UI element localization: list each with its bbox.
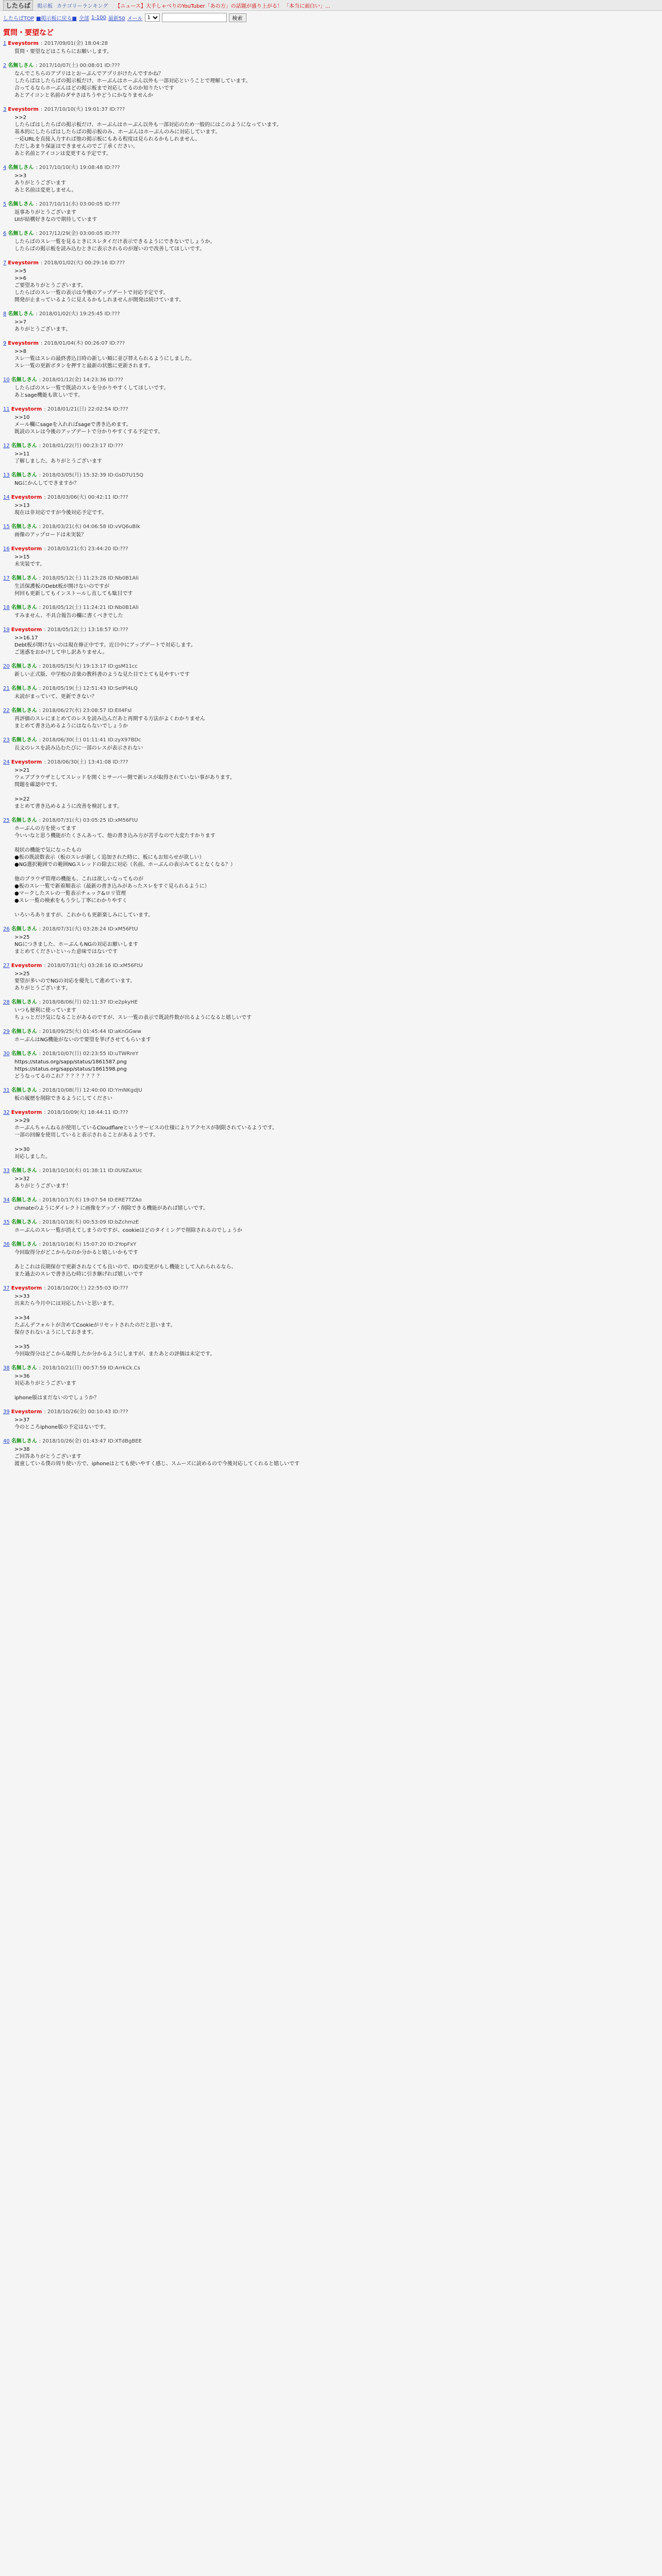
site-logo[interactable]: したらば	[3, 0, 33, 11]
post-body: 今回取得分がどこからなのか分かると嬉しいかもです あとこれは長期保存で更新されなくても良いので、IDの変更がもし機能として入れられるなら、 また過去のスレで書き込む時に引き継げれば嬉しいです	[14, 1250, 237, 1277]
post-meta: : 2018/05/12(土) 11:23:28 ID:Nb0B1Ali	[39, 575, 139, 581]
post-header	[3, 925, 659, 933]
post	[3, 1364, 659, 1402]
post-number-link[interactable]: 38	[3, 1365, 10, 1371]
latest-50-link[interactable]: 最新50	[108, 15, 125, 22]
post-number-link[interactable]: 9	[3, 341, 7, 346]
post-header	[3, 471, 659, 479]
post-meta: : 2017/12/29(金) 03:00:05 ID:???	[36, 231, 120, 236]
post	[3, 471, 659, 487]
post-number-link[interactable]: 10	[3, 377, 10, 383]
post	[3, 164, 659, 194]
post-number-link[interactable]: 20	[3, 664, 10, 669]
post-body: >>3 ありがとうございます あと名前は変更しません。	[14, 173, 77, 193]
post-meta: : 2018/01/22(月) 00:23:17 ID:???	[39, 443, 123, 449]
post-meta: : 2018/09/25(火) 01:45:44 ID:aKnGGww	[39, 1029, 141, 1035]
post	[3, 523, 659, 539]
post-body: >>7 ありがとうございます。	[14, 319, 71, 332]
post-number-link[interactable]: 6	[3, 231, 7, 236]
post	[3, 259, 659, 304]
post-author-name: 名無しさん	[11, 1029, 37, 1035]
post-author-name: 名無しさん	[11, 1219, 37, 1225]
post-number-link[interactable]: 26	[3, 926, 10, 932]
post-author-name: Eveystorm	[11, 406, 42, 412]
post-header	[3, 259, 659, 267]
post-number-link[interactable]: 37	[3, 1285, 10, 1291]
post-body: >>8 スレ一覧はスレの最終書込日時の新しい順に並び替えられるようにしました。 スレ一覧の更新ボタンを押すと最新の状態に更新されます。	[14, 349, 195, 369]
post-number-link[interactable]: 32	[3, 1110, 10, 1115]
post-number-link[interactable]: 17	[3, 575, 10, 581]
board-link[interactable]: 掲示板	[37, 3, 53, 9]
post-meta: : 2018/10/18(木) 15:07:20 ID:2YopFxY	[39, 1242, 137, 1247]
post-author-name: 名無しさん	[11, 377, 37, 383]
post	[3, 663, 659, 679]
news-notice[interactable]: 【ニュース】大手しゃべりのYouTuber「あの方」の話題が盛り上がる！ 「本当に面白い」...	[115, 3, 330, 9]
post-author-name: 名無しさん	[11, 737, 37, 743]
range-1-100-link[interactable]: 1-100	[91, 14, 106, 21]
post-header	[3, 376, 659, 384]
post-meta: : 2018/05/12(土) 11:24:21 ID:Nb0B1Ali	[39, 605, 139, 611]
top-nav-bar	[0, 0, 662, 11]
category-ranking-link[interactable]: カテゴリーランキング	[57, 3, 108, 9]
post-number-link[interactable]: 24	[3, 759, 10, 765]
post-header	[3, 626, 659, 634]
post-author-name: Eveystorm	[11, 1110, 42, 1115]
post-body: したらばのスレ一覧で既読のスレを分かりやすくしてほしいです。 あとsage機能も欲しいです。	[14, 385, 169, 398]
post-body: 新しい正式版、中学校の音楽の教科書のような見た目でとても見やすいです	[14, 672, 190, 677]
post-number-link[interactable]: 31	[3, 1088, 10, 1093]
post-body: >>2 したらばはしたらばの掲示板だけ、ホーぶんはホーぶん以外も一部対応のため一般的にはこのようになっています。 基本的にしたらばはしたらばの掲示板のみ、ホーぶんはホーぶんのみに対応しています。 一応URLを直接入力すれば他の掲示板にもある程度は見られるかもしれません。 ただしあまり保証はできませんのでご了承ください。 あと名前とアイコンは変更する予定です。	[14, 115, 282, 157]
post-meta: : 2018/06/30(土) 01:11:41 ID:zyX97BDc	[39, 737, 141, 743]
post	[3, 200, 659, 224]
post	[3, 1284, 659, 1358]
post-header	[3, 40, 659, 47]
post-number-link[interactable]: 27	[3, 963, 10, 969]
post-body: >>21 ウェブブラウザとしてスレッドを開くとサーバー側で新レスが取得されていない事があります。 問題を確認中です。 >>22 まとめて書き込めるように改善を検討します。	[14, 768, 235, 809]
post-meta: : 2018/03/06(火) 00:42:11 ID:???	[44, 495, 128, 500]
post-meta: : 2018/01/12(金) 14:23:36 ID:???	[39, 377, 123, 383]
post-header	[3, 1408, 659, 1416]
post-number-link[interactable]: 7	[3, 260, 7, 266]
post-header	[3, 1241, 659, 1248]
post-body: >>5 >>6 ご要望ありがとうございます。 したらばのスレ一覧の表示は今後のアップデートで対応予定です。 開発が止まっているように見えるかもしれませんが開発は続けています。	[14, 268, 185, 303]
thread-title: 質問・要望など	[3, 29, 54, 37]
post-meta: : 2018/05/12(土) 13:18:57 ID:???	[44, 627, 128, 633]
post-author-name: 名無しさん	[11, 1168, 37, 1174]
post	[3, 494, 659, 517]
post-body: 長文のレスを読み込むたびに一部のレスが表示されない	[14, 745, 143, 751]
post-author-name: 名無しさん	[11, 1438, 37, 1444]
post	[3, 685, 659, 701]
post-meta: : 2017/10/10(火) 19:01:37 ID:???	[40, 107, 125, 112]
post-body: したらばのスレ一覧を見るときにスレタイだけ表示できるようにできないでしょうか。 したらばの掲示板を読み込むときに表示されるのが遅いので改善してほしいです。	[14, 239, 216, 252]
post-author-name: 名無しさん	[11, 708, 37, 714]
shitaraba-top-link[interactable]: したらばTOP	[3, 15, 35, 22]
post-number-link[interactable]: 8	[3, 311, 7, 317]
post-header	[3, 736, 659, 744]
post-number-link[interactable]: 18	[3, 605, 10, 611]
post-meta: : 2018/01/02(火) 19:25:45 ID:???	[36, 311, 120, 317]
post-body: いつも便利に使っています ちょっとだけ気になることがあるのですが、スレ一覧の表示で既読件数が出るようになると嬉しいです	[14, 1008, 252, 1021]
post	[3, 340, 659, 370]
post-number-link[interactable]: 4	[3, 165, 7, 171]
post-meta: : 2018/10/26(金) 00:10:43 ID:???	[44, 1409, 128, 1415]
post-header	[3, 998, 659, 1006]
post	[3, 1109, 659, 1161]
post-number-link[interactable]: 15	[3, 524, 10, 530]
post-meta: : 2017/10/11(水) 03:00:05 ID:???	[36, 201, 120, 207]
post-body: 再評価のスレにまとめてのレスを読み込んだあと再開する方法がよくわかりません まとめて書き込めるようにはならないでしょうか	[14, 716, 205, 729]
post-number-link[interactable]: 22	[3, 708, 10, 714]
post-number-link[interactable]: 34	[3, 1197, 10, 1203]
post-author-name: 名無しさん	[11, 999, 37, 1005]
post	[3, 707, 659, 730]
show-all-link[interactable]: 全部	[78, 15, 89, 22]
post-body: >>33 出来たら今月中には対応したいと思います。 >>34 たぶんデフォルトが含めてCookieがリセットされたのだと思います。 保存されないようにしておきます。 >>35 今回取得分はどこから取得したか分かるようにしますが、またあとの評価は未定です。	[14, 1294, 216, 1357]
post-header	[3, 1364, 659, 1372]
post	[3, 1437, 659, 1468]
post-meta: : 2018/07/31(火) 03:28:16 ID:xM56FtU	[44, 963, 143, 969]
post-author-name: 名無しさん	[11, 575, 37, 581]
post-header	[3, 405, 659, 413]
post-header	[3, 1437, 659, 1445]
post-header	[3, 1109, 659, 1116]
post-meta: : 2018/10/17(水) 19:07:54 ID:ERE7TZAo	[39, 1197, 142, 1203]
post	[3, 758, 659, 810]
post	[3, 106, 659, 158]
post-header	[3, 1050, 659, 1058]
post-author-name: Eveystorm	[8, 107, 39, 112]
post-author-name: Eveystorm	[8, 41, 39, 46]
post	[3, 376, 659, 399]
post-meta: : 2018/01/21(日) 22:02:54 ID:???	[44, 406, 128, 412]
post-author-name: 名無しさん	[11, 1242, 37, 1247]
post-meta: : 2017/10/10(火) 19:08:48 ID:???	[36, 165, 120, 171]
post-author-name: 名無しさん	[11, 443, 37, 449]
post-meta: : 2018/05/15(火) 19:13:17 ID:gsM11cc	[39, 664, 138, 669]
post	[3, 626, 659, 656]
post	[3, 604, 659, 620]
post-author-name: 名無しさん	[11, 1197, 37, 1203]
post	[3, 1167, 659, 1190]
post-author-name: 名無しさん	[11, 524, 37, 530]
post	[3, 998, 659, 1022]
post-header	[3, 310, 659, 318]
post-number-link[interactable]: 1	[3, 41, 7, 46]
post-meta: : 2018/07/31(火) 03:28:24 ID:xM56FtU	[39, 926, 138, 932]
post-meta: : 2018/10/08(月) 12:40:00 ID:YmNKgdJU	[39, 1088, 142, 1093]
post-number-link[interactable]: 28	[3, 999, 10, 1005]
back-to-board-link[interactable]: ■掲示板に戻る■	[36, 15, 77, 22]
post-header	[3, 494, 659, 501]
post-header	[3, 758, 659, 766]
search-input[interactable]	[162, 13, 227, 22]
post-meta: : 2018/10/18(木) 00:53:09 ID:bZchmzE	[39, 1219, 139, 1225]
post-header	[3, 62, 659, 70]
post-author-name: 名無しさん	[11, 605, 37, 611]
post-author-name: Eveystorm	[8, 260, 39, 266]
post-body: https://status.org/sapp/status/1861587.png https://status.org/sapp/status/1861598.png どうなってるのこれ？？？？？？？？	[14, 1059, 127, 1079]
post-author-name: Eveystorm	[11, 963, 42, 969]
post-author-name: 名無しさん	[11, 1088, 37, 1093]
post-number-link[interactable]: 12	[3, 443, 10, 449]
post-header	[3, 106, 659, 113]
post-header	[3, 1087, 659, 1094]
post-number-link[interactable]: 33	[3, 1168, 10, 1174]
post-body: すみません、不具合報告の欄に書くべきでした	[14, 613, 123, 619]
post-body: 質問・要望などはこちらにお願いします。	[14, 49, 112, 55]
post-header	[3, 1196, 659, 1204]
post-number-link[interactable]: 3	[3, 107, 7, 112]
post	[3, 1050, 659, 1080]
post-body: 生活保護板のDebt板が開けないのですが 何回も更新してもインストールし直しても駄目です	[14, 584, 133, 597]
post	[3, 817, 659, 919]
post-body: >>25 NGにつきました、ホーぶんもNGの対応お願いします まとめてくださいといった意味ではないです	[14, 935, 139, 955]
post-body: 未読がまっていて、更新できない？	[14, 694, 97, 700]
post-body: >>11 了解しました。ありがとうございます	[14, 451, 102, 464]
post-header	[3, 1028, 659, 1036]
post-body: >>37 今のところiphone版の予定はないです。	[14, 1417, 109, 1430]
post-body: chmateのようにダイレクトに画像をアップ・削除できる機能があれば嬉しいです。	[14, 1206, 208, 1211]
post-meta: : 2018/03/05(月) 15:32:39 ID:GsD7U15Q	[39, 472, 143, 478]
post-body: ホーぶんはNG機能がないので要望を挙げさせてもらいます	[14, 1037, 152, 1043]
post-body: なんでこちらのアプリはとおーぶんでアプリがけたんですかね？ したらばはしたらばの掲示板だけ、ホーぶんはホーぶん以外も一部対応ということで理解しています。 合ってるならホーぶんはどの掲示板まで対応してるのか知りたいです あとアイコンと名前のダサさはちうやどうにかなりませんか	[14, 71, 251, 98]
post-meta: : 2018/03/21(水) 04:06:58 ID:vVQ6uBlk	[39, 524, 140, 530]
post-author-name: Eveystorm	[8, 341, 39, 346]
post-number-link[interactable]: 21	[3, 686, 10, 691]
post-author-name: 名無しさん	[11, 926, 37, 932]
post-meta: : 2018/01/02(火) 00:29:16 ID:???	[40, 260, 125, 266]
post-number-link[interactable]: 16	[3, 546, 10, 552]
post-body: 返事ありがとうございます UIが結構好きなので期待しています	[14, 210, 97, 223]
post-list	[0, 40, 662, 1468]
post	[3, 1408, 659, 1431]
search-button[interactable]: 検索	[229, 13, 246, 22]
post-author-name: Eveystorm	[11, 495, 42, 500]
post-author-name: Eveystorm	[11, 1285, 42, 1291]
post-number-link[interactable]: 11	[3, 406, 10, 412]
post-meta: : 2018/06/30(土) 13:41:08 ID:???	[44, 759, 128, 765]
post-header	[3, 164, 659, 172]
post-meta: : 2018/10/26(金) 01:43:47 ID:XTdBgBEE	[39, 1438, 142, 1444]
post-author-name: 名無しさん	[11, 818, 37, 823]
post-number-link[interactable]: 35	[3, 1219, 10, 1225]
post-body: >>25 要望が多いのでNGの対応を優先して進めています。 ありがとうございます。	[14, 971, 136, 991]
post-body: >>10 メール欄にsageを入れればsageで書き込めます。 既読のスレは今後のアップデートで分かりやすくする予定です。	[14, 415, 163, 435]
post-meta: : 2018/10/21(日) 00:57:59 ID:ArrkCk.Cs	[39, 1365, 140, 1371]
post	[3, 736, 659, 752]
post-meta: : 2018/10/07(日) 02:23:55 ID:uTWRreY	[39, 1051, 139, 1057]
post	[3, 1196, 659, 1212]
post-meta: : 2018/10/20(土) 22:55:03 ID:???	[44, 1285, 128, 1291]
post	[3, 962, 659, 992]
post-number-link[interactable]: 13	[3, 472, 10, 478]
post-number-link[interactable]: 29	[3, 1029, 10, 1035]
post-number-link[interactable]: 40	[3, 1438, 10, 1444]
post-header	[3, 817, 659, 824]
post-body: >>29 ホーぶんちゃんねるが使用しているCloudflareというサービスの仕様によりアクセスが制限されているようです。 一部の回線を使用していると表示されることがあるようです。 >>30 対応しました。	[14, 1118, 277, 1160]
post-body: 板の履歴を削除できるようにしてください	[14, 1096, 112, 1101]
post-number-link[interactable]: 5	[3, 201, 7, 207]
post-meta: : 2017/10/07(土) 00:08:01 ID:???	[36, 63, 120, 69]
post-body: >>36 対応ありがとうございます iphone版はまだないのでしょうか？	[14, 1374, 100, 1401]
post-author-name: Eveystorm	[11, 1409, 42, 1415]
post-header	[3, 574, 659, 582]
post-body: >>15 未実装です。	[14, 554, 45, 567]
thread-toolbar	[0, 11, 662, 24]
post-meta: : 2018/10/09(火) 18:44:11 ID:???	[44, 1110, 128, 1115]
post-meta: : 2018/10/10(水) 01:38:11 ID:0U9ZaXUc	[39, 1168, 142, 1174]
post-author-name: 名無しさん	[8, 311, 34, 317]
mail-link[interactable]: メール	[127, 15, 143, 22]
post-author-name: 名無しさん	[8, 63, 34, 69]
post	[3, 62, 659, 99]
post-body: >>32 ありがとうございます！	[14, 1176, 71, 1189]
post-header	[3, 523, 659, 531]
post-number-link[interactable]: 19	[3, 627, 10, 633]
post-meta: : 2018/01/04(木) 00:26:07 ID:???	[40, 341, 125, 346]
post-author-name: Eveystorm	[11, 546, 42, 552]
post-header	[3, 442, 659, 450]
page-select[interactable]	[145, 13, 160, 22]
post-author-name: 名無しさん	[11, 686, 37, 691]
post	[3, 925, 659, 956]
post	[3, 1087, 659, 1103]
post-author-name: 名無しさん	[11, 472, 37, 478]
post-meta: : 2018/03/21(水) 23:44:20 ID:???	[44, 546, 128, 552]
post-header	[3, 1218, 659, 1226]
post-number-link[interactable]: 36	[3, 1242, 10, 1247]
post-meta: : 2018/06/27(水) 23:08:57 ID:EIl4FsI	[39, 708, 132, 714]
post-author-name: 名無しさん	[11, 1365, 37, 1371]
post-number-link[interactable]: 30	[3, 1051, 10, 1057]
post	[3, 40, 659, 56]
post-body: >>38 ご回答ありがとうございます 渡童している僕の周り使い方で、iphoneはとても使いやすく感じ、スムーズに読めるので今後対応してくれると嬉しいです	[14, 1447, 300, 1467]
post	[3, 405, 659, 436]
post	[3, 1241, 659, 1278]
post-body: >>16.17 Debt板が開けないのは現在修正中です。近日中にアップデートで対応します。 ご迷惑をおかけして申し訳ありません。	[14, 635, 196, 655]
post-author-name: 名無しさん	[11, 664, 37, 669]
post-author-name: Eveystorm	[11, 627, 42, 633]
post-meta: : 2018/05/19(土) 12:51:43 ID:SelPl4LQ	[39, 686, 138, 691]
post-author-name: 名無しさん	[8, 231, 34, 236]
post-body: ホーぶんの方を使ってます 今いいなと思う機能がたくさんあって、他の書き込み方が苦手なので大変たすかります 現状の機能で気になったもの ●板の既読数表示（板のスレが新しく追加された時に、板にもお知らせが欲しい） ●NG選択範囲での範囲NGスレッドの除去に対応（名前、ホーぶんの表示みてるとなくなる？） 他のブラウザ管理の機能も、これは欲しいなってものが ●板のスレ一覧で新着順表示（最新の書き込みがあったスレをすぐ見られるように） ●マークしたスレの一覧表示チェック&ロリ管理 ●スレ一覧の検索をもう少し丁寧にわかりやすく いろいろありますが、これからも更新楽しみにしています。	[14, 826, 236, 918]
post-header	[3, 663, 659, 670]
post-number-link[interactable]: 23	[3, 737, 10, 743]
post-author-name: 名無しさん	[11, 1051, 37, 1057]
post	[3, 545, 659, 568]
post-header	[3, 230, 659, 238]
post	[3, 310, 659, 333]
post-header	[3, 1167, 659, 1175]
post-header	[3, 1284, 659, 1292]
post-header	[3, 545, 659, 553]
post-number-link[interactable]: 39	[3, 1409, 10, 1415]
post-header	[3, 707, 659, 715]
post-header	[3, 685, 659, 692]
post-header	[3, 340, 659, 347]
post	[3, 230, 659, 253]
post-header	[3, 962, 659, 970]
post-body: NGにかんしてできますか？	[14, 481, 79, 486]
post-number-link[interactable]: 2	[3, 63, 7, 69]
post-body: >>13 現在は非対応ですが今後対応予定です。	[14, 503, 107, 516]
post-meta: : 2017/09/01(金) 18:04:28	[40, 41, 108, 46]
post	[3, 574, 659, 598]
post-meta: : 2018/07/31(火) 03:05:25 ID:xM56FtU	[39, 818, 138, 823]
post-body: ホーぶんのスレ一覧が消えてしまうのですが、cookieはどのタイミングで削除されるのでしょうか	[14, 1228, 242, 1233]
post-header	[3, 604, 659, 612]
post	[3, 442, 659, 465]
post-author-name: 名無しさん	[8, 201, 34, 207]
post-author-name: 名無しさん	[8, 165, 34, 171]
post	[3, 1028, 659, 1044]
post-number-link[interactable]: 25	[3, 818, 10, 823]
post-header	[3, 200, 659, 208]
post	[3, 1218, 659, 1234]
post-author-name: Eveystorm	[11, 759, 42, 765]
post-number-link[interactable]: 14	[3, 495, 10, 500]
post-body: 画像のアップロードは未実装？	[14, 532, 87, 538]
post-meta: : 2018/08/06(月) 02:11:37 ID:e2pkyHE	[39, 999, 138, 1005]
